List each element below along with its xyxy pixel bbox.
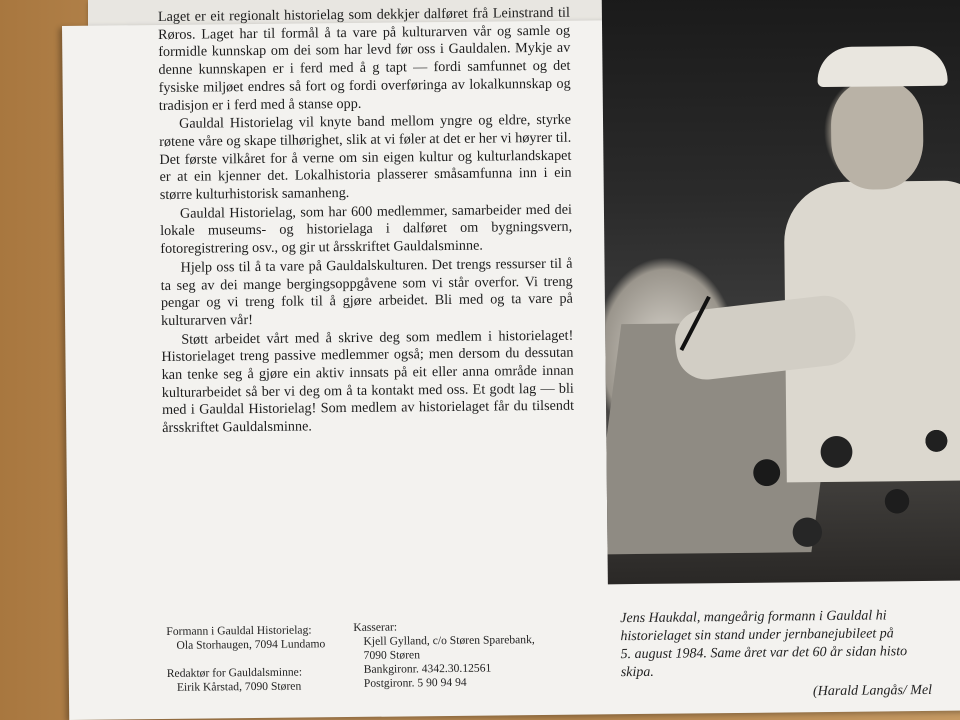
credits-left bbox=[166, 623, 325, 695]
paragraph-mission: Gauldal Historielag vil knyte band mellom yngre og eldre, styrke røtene våre og skape tilhørighet, slik at vi føler at det er her vi høyrer til. Det første vilkåret for å verne om sin eigen kultur og kulturlandskapet er at ein kjenner det. Lokalhistoria plasserer småsamfunna inn i ein større kulturhistorisk samanheng. bbox=[159, 111, 572, 204]
bank-giro: Bankgironr. 4342.30.12561 bbox=[363, 661, 492, 676]
paragraph-join: Støtt arbeidet vårt med å skrive deg som medlem i historielaget! Historielaget treng passive medlemmer også; men dersom du dessutan kan tenke seg å gjøre ein aktiv innsats på eit eller anna område innan kulturarbeidet så ber vi deg om å ta kontakt med oss. Et godt lag — bli med i Gauldal Historielag! Som medlem av historielaget får du tilsendt årsskriftet Gauldalsminne. bbox=[161, 327, 575, 437]
photo-plant-leaves bbox=[726, 411, 960, 584]
editor-label: Redaktør for Gauldalsminne: bbox=[166, 665, 303, 680]
treasurer-postcode: 7090 Støren bbox=[363, 648, 421, 662]
caption-line-3: 5. august 1984. Same året var det 60 år sidan histo bbox=[620, 644, 908, 663]
photo-face bbox=[831, 81, 924, 190]
treasurer-label: Kasserar: bbox=[353, 620, 398, 634]
photo-cap bbox=[817, 46, 947, 87]
brochure-page bbox=[62, 4, 960, 720]
treasurer-name: Kjell Gylland, c/o Støren Sparebank, bbox=[363, 633, 535, 648]
post-giro: Postgironr. 5 90 94 94 bbox=[363, 675, 467, 690]
paragraph-intro: Laget er eit regionalt historielag som dekkjer dalføret frå Leinstrand til Røros. Laget har til formål å ta vare på kulturarven vår og samle og formidle kunnskap om dei som har levd før oss i Gauldalen. Mykje av denne kunnskapen er i ferd med å g tapt — fordi samfunnet og det fysiske miljøet endres så fort og fordi overføringa av lokalkunnskap og tradisjon er i ferd med å stanse opp. bbox=[157, 4, 571, 114]
chair-label: Formann i Gauldal Historielag: bbox=[166, 623, 312, 638]
photo-credit: (Harald Langås/ Mel bbox=[812, 682, 933, 700]
editor-value: Eirik Kårstad, 7090 Støren bbox=[176, 679, 302, 694]
caption-line-1: Jens Haukdal, mangeårig formann i Gauldal hi bbox=[620, 608, 887, 627]
photo-jens-haukdal bbox=[602, 0, 960, 584]
chair-value: Ola Storhaugen, 7094 Lundamo bbox=[176, 637, 326, 652]
caption-line-4: skipa. bbox=[620, 664, 654, 681]
caption-line-2: historielaget sin stand under jernbanejubileet på bbox=[620, 626, 894, 645]
photo-caption bbox=[620, 607, 960, 683]
body-text bbox=[158, 5, 574, 439]
paragraph-members: Gauldal Historielag, som har 600 medlemmer, samarbeider med dei lokale museums- og historielaga i dalføret om bygningsvern, fotoregistrering osv., og gir ut årsskriftet Gauldalsminne. bbox=[160, 201, 573, 258]
credits-right bbox=[353, 619, 535, 691]
paragraph-help: Hjelp oss til å ta vare på Gauldalskulturen. Det trengs ressurser til å ta seg av dei mange bergingsoppgåvene som vi står overfor. Vi treng pengar og vi treng folk til å gjøre arbeidet. Bli med og ta vare på kulturarven vår! bbox=[160, 255, 573, 329]
